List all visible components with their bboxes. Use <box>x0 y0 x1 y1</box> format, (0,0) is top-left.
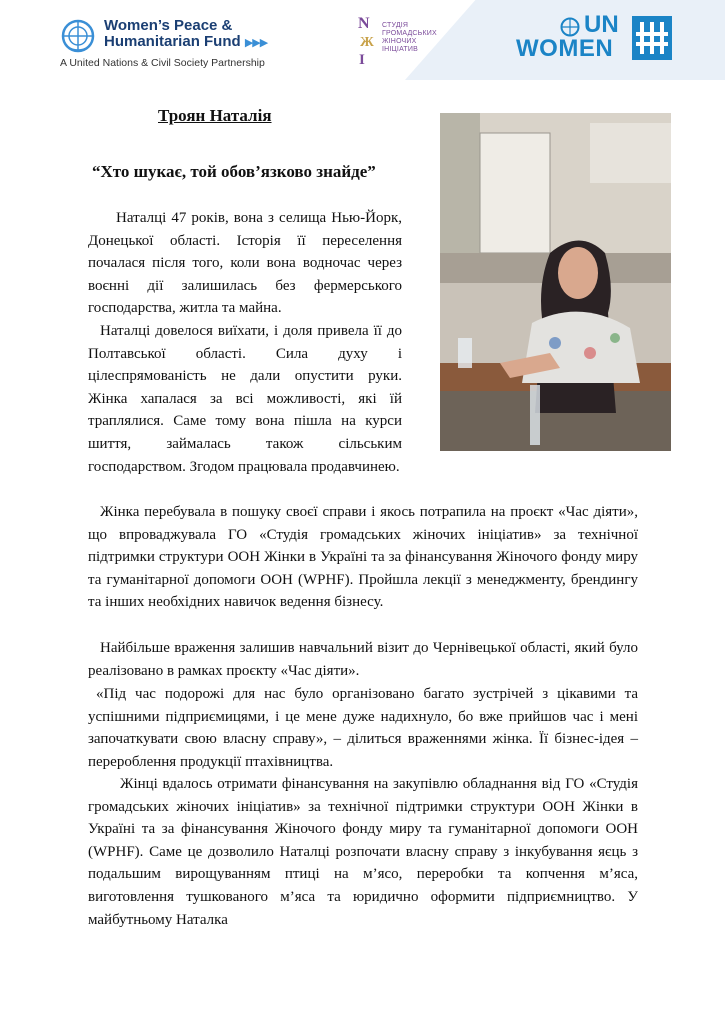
studio-text-line: ЖІНОЧИХ <box>382 38 417 45</box>
svg-text:N: N <box>358 15 370 32</box>
wphf-name-line2: Humanitarian Fund <box>104 33 241 50</box>
un-women-women: WOMEN <box>516 35 614 62</box>
arrows-icon: ▶▶▶ <box>244 37 268 49</box>
wphf-name <box>104 18 304 51</box>
studio-mark-icon <box>356 12 378 74</box>
person-name-heading: Троян Наталія <box>158 106 272 125</box>
studio-logo <box>356 12 466 78</box>
un-women-symbol-icon <box>632 16 672 60</box>
un-women-logo <box>516 11 676 66</box>
studio-text-line: ГРОМАДСЬКИХ <box>382 30 437 37</box>
wphf-tagline: A United Nations & Civil Society Partnership <box>60 57 265 69</box>
page-header <box>0 0 725 84</box>
paragraph: Наталці 47 років, вона з селища Нью-Йорк, Донецької області. Історія її переселення почалася після того, коли вона водночас через воєнні дії залишилась без фермерського господарства, житла та майна. <box>88 210 402 317</box>
svg-text:І: І <box>359 52 365 68</box>
paragraph: Наталці довелося виїхати, і доля привела її до Полтавської області. Сила духу і цілеспрямованість не дали опустити руки. Жінка хапалася за всі можливості, які їй траплялися. Саме тому вона пішла на курси шиття, займалась також сільським господарством. Згодом працювала продавчинею. <box>88 323 402 475</box>
paragraph: Жінці вдалось отримати фінансування на закупівлю обладнання від ГО «Студія громадських жіночих ініціатив» за технічної підтримки структури ООН Жінки в Україні та за фінансування Жіночого фонду миру та гуманітарної допомоги ООН (WPHF). Саме це дозволило Наталці розпочати власну справу з інкубування яєць з подальшим вирощуванням птиці на м’ясо, переробки та копчення м’яса, виготовлення тушкованого м’яса та юридично оформити підприємництво. У майбутньому Наталка <box>88 776 638 928</box>
paragraph: Найбільше враження залишив навчальний візит до Чернівецької області, який було реалізовано в рамках проєкту «Час діяти». <box>88 640 638 679</box>
portrait-photo <box>440 113 671 451</box>
wphf-name-line1: Women’s Peace & <box>104 17 233 34</box>
svg-text:Ж: Ж <box>360 35 374 50</box>
quote-heading: “Хто шукає, той обов’язково знайде” <box>92 162 376 181</box>
un-globe-icon <box>560 17 580 37</box>
studio-text-line: СТУДІЯ <box>382 22 409 29</box>
portrait-photo-image <box>440 113 671 451</box>
un-globe-icon <box>60 18 96 54</box>
paragraph: «Під час подорожі для нас було організовано багато зустрічей з цікавими та успішними підприємицями, і це мене дуже надихнуло, бо вже прийшов час і мені започаткувати свою власну справу», – ділиться враженнями жінка. Її бізнес-ідея – перероблення продукції птахівництва. <box>88 686 638 770</box>
wphf-logo <box>60 16 300 72</box>
studio-text <box>382 22 472 54</box>
paragraph: Жінка перебувала в пошуку своєї справи і якось потрапила на проєкт «Час діяти», що впроваджувала ГО «Студія громадських жіночих ініціатив» за технічної підтримки структури ООН Жінки в Україні та за фінансування Жіночого фонду миру та гуманітарної допомоги ООН (WPHF). Пройшла лекції з менеджменту, брендингу та інших необхідних навичок ведення бізнесу. <box>88 504 638 611</box>
un-women-un: UN <box>584 11 619 38</box>
studio-text-line: ІНІЦІАТИВ <box>382 46 418 53</box>
